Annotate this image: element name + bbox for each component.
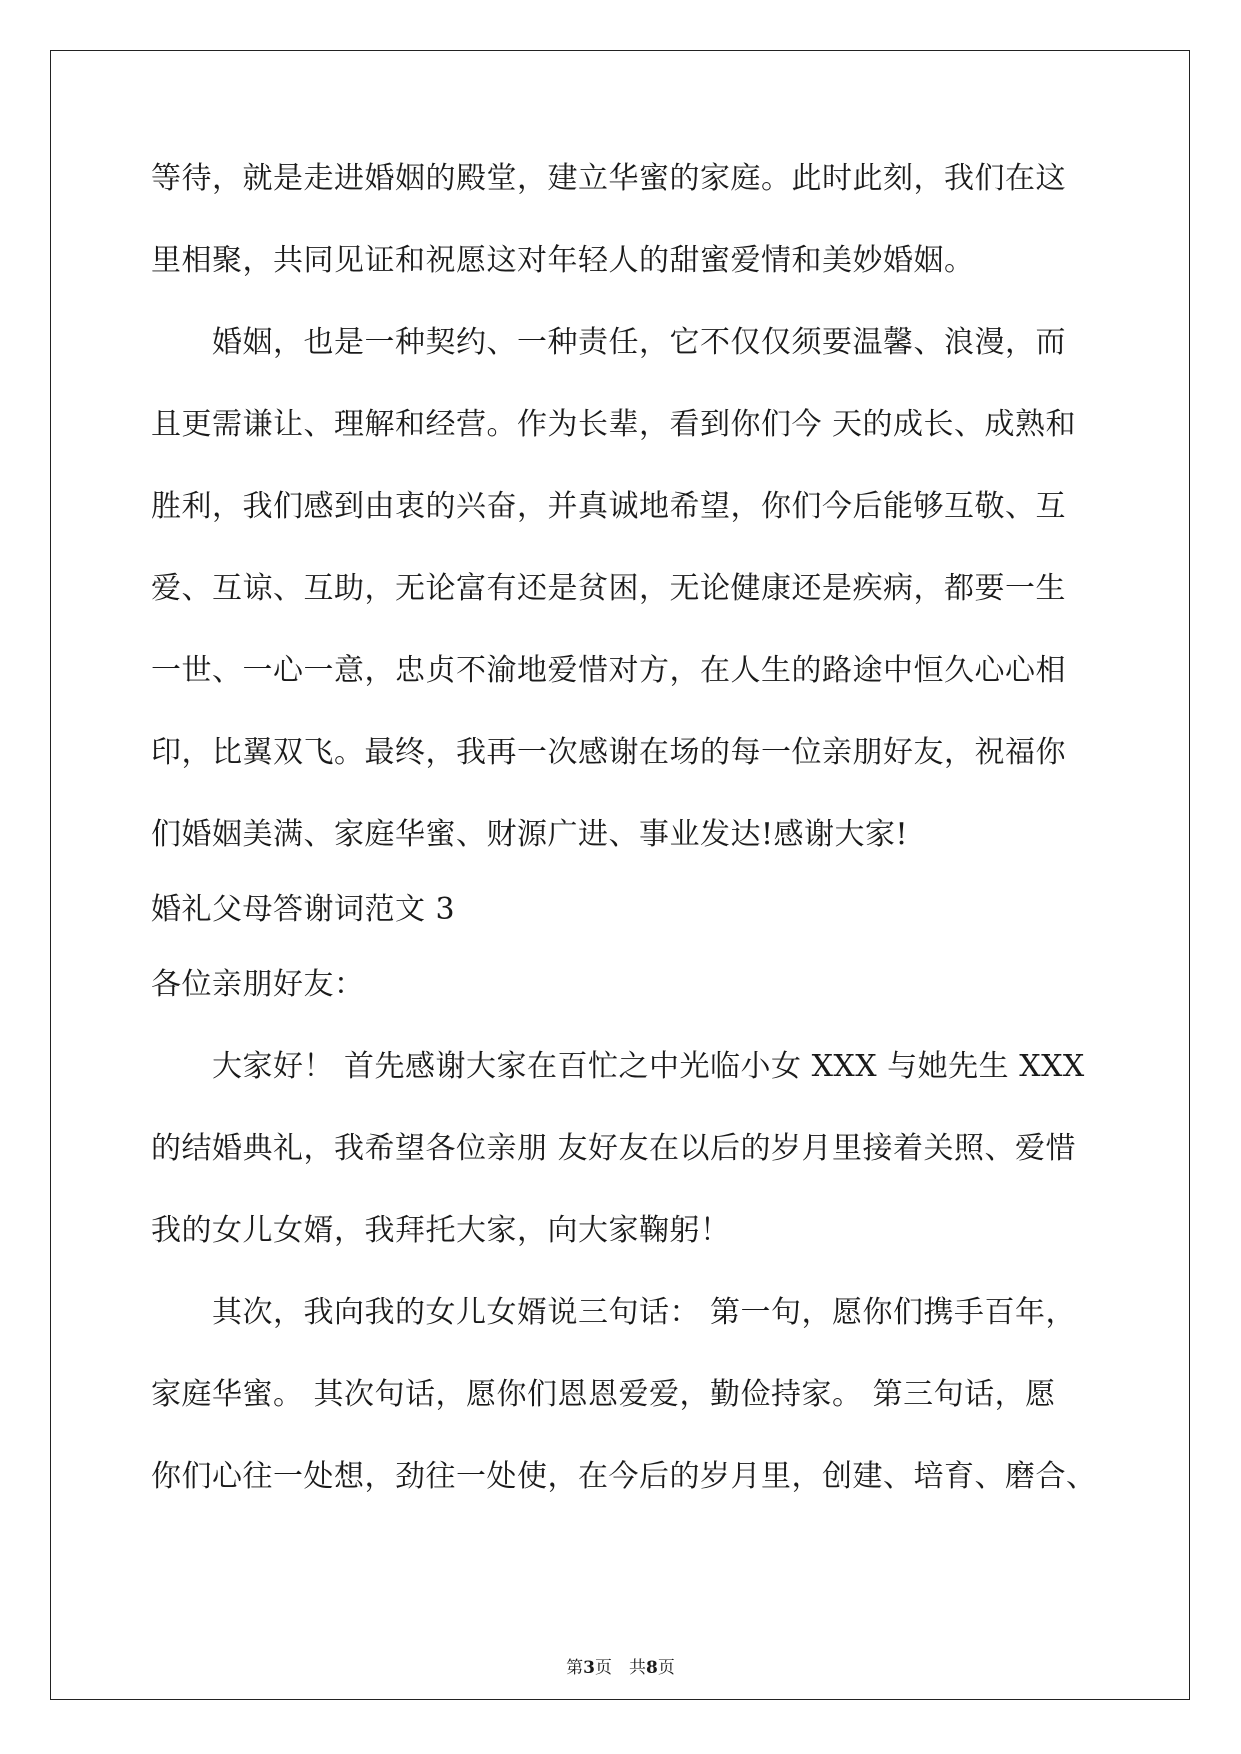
section-heading: 婚礼父母答谢词范文 3 [151, 892, 456, 927]
text-line: 胜利，我们感到由衷的兴奋，并真诚地希望，你们今后能够互敬、互 [151, 489, 1066, 524]
footer-middle: 页 共 [595, 1658, 646, 1678]
text-line: 印，比翼双飞。最终，我再一次感谢在场的每一位亲朋好友，祝福你 [151, 735, 1066, 770]
text-line: 里相聚，共同见证和祝愿这对年轻人的甜蜜爱情和美妙婚姻。 [151, 243, 975, 278]
text-line: 我的女儿女婿，我拜托大家，向大家鞠躬！ [151, 1213, 731, 1248]
text-line: 爱、互谅、互助，无论富有还是贫困，无论健康还是疾病，都要一生 [151, 571, 1066, 606]
text-line: 家庭华蜜。 其次句话，愿你们恩恩爱爱，勤俭持家。 第三句话，愿 [151, 1377, 1056, 1412]
page-footer [0, 1658, 1241, 1678]
text-line: 们婚姻美满、家庭华蜜、财源广进、事业发达!感谢大家! [151, 817, 909, 852]
text-line: 其次，我向我的女儿女婿说三句话： 第一句，愿你们携手百年， [151, 1295, 1077, 1330]
text-line: 且更需谦让、理解和经营。作为长辈，看到你们今 天的成长、成熟和 [151, 407, 1077, 442]
text-line: 大家好！ 首先感谢大家在百忙之中光临小女 XXX 与她先生 XXX [151, 1049, 1085, 1084]
text-line: 婚姻，也是一种契约、一种责任，它不仅仅须要温馨、浪漫，而 [151, 325, 1066, 360]
document-body [151, 162, 1096, 1542]
footer-total-pages: 8 [646, 1658, 658, 1678]
text-line: 的结婚典礼，我希望各位亲朋 友好友在以后的岁月里接着关照、爱惜 [151, 1131, 1077, 1166]
salutation: 各位亲朋好友： [151, 967, 365, 1002]
footer-prefix: 第 [566, 1658, 584, 1678]
text-line: 一世、一心一意，忠贞不渝地爱惜对方，在人生的路途中恒久心心相 [151, 653, 1066, 688]
footer-suffix: 页 [657, 1658, 675, 1678]
text-line: 你们心往一处想，劲往一处使，在今后的岁月里，创建、培育、磨合、 [151, 1459, 1097, 1494]
footer-current-page: 3 [583, 1658, 595, 1678]
text-line: 等待，就是走进婚姻的殿堂，建立华蜜的家庭。此时此刻，我们在这 [151, 161, 1066, 196]
